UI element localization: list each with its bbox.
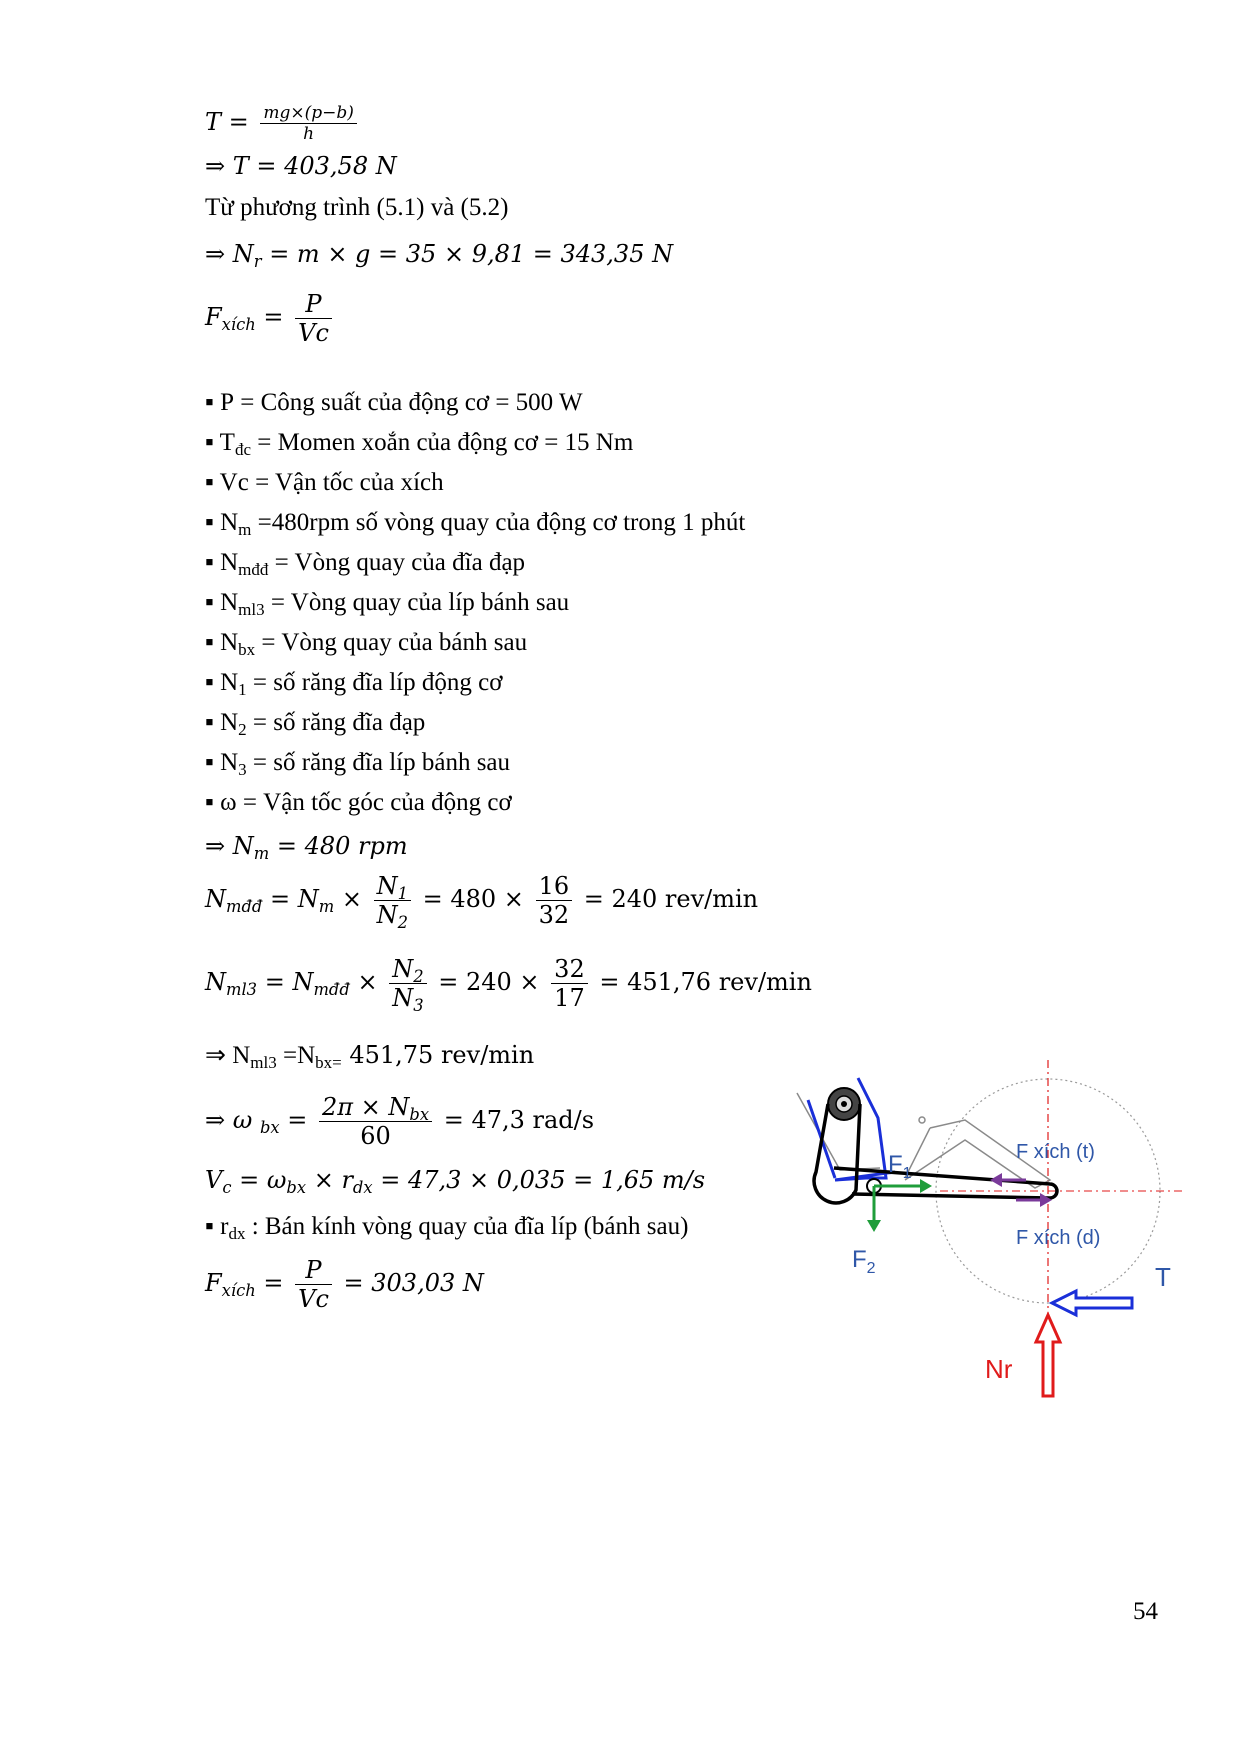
n2b-symbol: N <box>392 955 414 983</box>
bullet-item <box>205 789 512 817</box>
nmdd-number-den: 32 <box>538 901 570 929</box>
fxich2-sub: xích <box>221 1280 256 1300</box>
nr-sub: r <box>253 251 262 271</box>
label-f2: $F_2$ <box>852 1246 876 1277</box>
bullet-item <box>205 749 511 780</box>
nml3-ratio-den <box>389 984 426 1015</box>
bullet-subscript: mđđ <box>238 560 269 580</box>
bullet-description: = Vòng quay của bánh sau <box>255 629 528 656</box>
nmdd-nm: = N <box>262 885 319 913</box>
bullet-symbol: ▪ N <box>205 549 239 576</box>
page-number: 54 <box>1133 1598 1158 1625</box>
omega-den: 60 <box>360 1122 391 1150</box>
n2-symbol: N <box>376 901 398 929</box>
nml3-nmdd: = N <box>257 968 314 996</box>
nmdd-label: N <box>205 885 226 913</box>
omega-fraction <box>319 1093 432 1150</box>
bullet-subscript: ml3 <box>238 600 265 620</box>
equation-nm <box>205 832 408 863</box>
omega-label: ⇒ ω <box>205 1106 260 1134</box>
bullet-description: = Công suất của động cơ = 500 W <box>234 389 583 416</box>
n2-sub: 2 <box>397 912 408 932</box>
n1-symbol: N <box>376 872 398 900</box>
bullet-symbol: ▪ N <box>205 629 239 656</box>
nml3-number-num: 32 <box>551 955 588 984</box>
bullet-subscript: bx <box>238 640 256 660</box>
bullet-description: = Vòng quay của đĩa đạp <box>268 549 526 576</box>
nmdd-nm-sub: m <box>318 896 335 916</box>
label-fxich-d: F xích (d) <box>1016 1227 1101 1249</box>
nmdd-ratio-num <box>374 872 411 901</box>
nmdd-step: = 480 × <box>422 885 524 913</box>
t-fraction <box>260 103 357 144</box>
label-f1: $F_1$ <box>888 1151 912 1182</box>
equation-t-formula <box>205 103 361 144</box>
nml3-nbx-label: ⇒ N <box>205 1042 251 1069</box>
bullet-subscript: 3 <box>238 760 247 780</box>
fxich2-fraction <box>295 1256 332 1313</box>
nm-value: = 480 rpm <box>269 832 408 860</box>
fxich2-eq: = <box>255 1269 284 1297</box>
equation-nr <box>205 240 674 271</box>
bullet-description: = Vận tốc của xích <box>248 469 444 496</box>
bullet-item <box>205 469 444 497</box>
nml3-result: = 451,76 rev/min <box>599 968 812 996</box>
nr-arrow <box>1036 1315 1060 1396</box>
vc-sub: c <box>222 1177 232 1197</box>
label-fxich-t: F xích (t) <box>1016 1141 1095 1163</box>
label-t: T <box>1155 1262 1171 1292</box>
vc-omega-sub: bx <box>286 1177 307 1197</box>
bullet-item <box>205 629 528 660</box>
bullet-description: = Vòng quay của líp bánh sau <box>264 589 570 616</box>
bullet-item <box>205 549 526 580</box>
bullet-item <box>205 709 426 740</box>
equation-vc <box>205 1166 706 1197</box>
equation-omega <box>205 1093 594 1150</box>
nmdd-number-num: 16 <box>536 872 573 901</box>
bullet-symbol: ▪ N <box>205 669 239 696</box>
n1-sub: 1 <box>397 883 408 903</box>
bullet-subscript: 2 <box>238 720 247 740</box>
bullet-symbol: ▪ N <box>205 709 239 736</box>
nm-label: ⇒ N <box>205 832 254 860</box>
nr-label: ⇒ N <box>205 240 254 268</box>
motor-sprocket <box>828 1088 860 1120</box>
vc-r: × r <box>306 1166 353 1194</box>
t-denominator: h <box>303 124 315 144</box>
nmdd-ratio-fraction <box>374 872 411 932</box>
bullet-description: = số răng đĩa líp bánh sau <box>246 749 511 776</box>
nml3-nbx-sub2: bx= <box>315 1053 342 1073</box>
rdx-pre: ▪ r <box>205 1213 229 1240</box>
bullet-symbol: ▪ N <box>205 749 239 776</box>
equation-fxich-def <box>205 290 336 347</box>
vc-r-sub: dx <box>352 1177 373 1197</box>
fxich2-num: P <box>295 1256 332 1285</box>
bullet-symbol: ▪ Vc <box>205 469 249 496</box>
bullet-description: =480rpm số vòng quay của động cơ trong 1 phút <box>251 509 746 536</box>
fxich-denominator: Vc <box>298 319 329 347</box>
bullet-item <box>205 509 746 540</box>
bullet-subscript: m <box>238 520 252 540</box>
nmdd-times: × <box>334 885 362 913</box>
label-nr: Nr <box>985 1354 1013 1384</box>
fxich-eq: = <box>255 303 284 331</box>
nmdd-ratio-den <box>374 901 411 932</box>
text-from-equations: Từ phương trình (5.1) và (5.2) <box>205 194 509 221</box>
bullet-symbol: ▪ N <box>205 509 239 536</box>
nmdd-sub: mđđ <box>226 896 263 916</box>
nml3-times: × <box>349 968 378 996</box>
bullet-item <box>205 389 583 417</box>
nmdd-result: = 240 rev/min <box>583 885 759 913</box>
fxich-fraction <box>295 290 332 347</box>
n3-symbol: N <box>392 984 414 1012</box>
bullet-item <box>205 429 634 460</box>
equation-t-result: ⇒ T = 403,58 N <box>205 152 397 180</box>
bullet-description: = số răng đĩa đạp <box>246 709 426 736</box>
nml3-sub: ml3 <box>226 979 258 999</box>
omega-sub: bx <box>259 1117 280 1137</box>
nm-sub: m <box>253 843 270 863</box>
nml3-ratio-num <box>389 955 426 984</box>
fxich-numerator: P <box>295 290 332 319</box>
bullet-description: = Vận tốc góc của động cơ <box>236 789 512 816</box>
vc-label: V <box>205 1166 223 1194</box>
rdx-post: : Bán kính vòng quay của đĩa líp (bánh sau) <box>245 1213 689 1240</box>
omega-num <box>319 1093 432 1122</box>
bullet-symbol: ▪ P <box>205 389 235 416</box>
n3-sub: 3 <box>413 995 424 1015</box>
rdx-sub: dx <box>228 1224 246 1244</box>
equation-nml3 <box>205 955 812 1015</box>
nml3-label: N <box>205 968 226 996</box>
vc-result: = 47,3 × 0,035 = 1,65 m/s <box>372 1166 706 1194</box>
t-numerator: mg×(p−b) <box>260 103 357 124</box>
nml3-nbx-sub1: ml3 <box>250 1053 277 1073</box>
nr-value: = m × g = 35 × 9,81 = 343,35 N <box>261 240 674 268</box>
nml3-nbx-value: 451,75 rev/min <box>341 1041 535 1069</box>
force-diagram <box>790 1060 1190 1400</box>
equation-nmdd <box>205 872 759 932</box>
nml3-nmdd-sub: mđđ <box>313 979 350 999</box>
bullet-item <box>205 589 570 620</box>
fxich2-result: = 303,03 N <box>343 1269 484 1297</box>
omega-result: = 47,3 rad/s <box>443 1106 595 1134</box>
nml3-number-den: 17 <box>554 984 585 1012</box>
bullet-symbol: ▪ ω <box>205 789 237 816</box>
n2b-sub: 2 <box>413 966 424 986</box>
omega-eq: = <box>279 1106 308 1134</box>
bullet-symbol: ▪ N <box>205 589 239 616</box>
fxich-sub: xích <box>221 314 256 334</box>
nml3-step: = 240 × <box>438 968 540 996</box>
equation-fxich-result <box>205 1256 484 1313</box>
vc-omega: = ω <box>231 1166 287 1194</box>
equation-nml3-nbx <box>205 1040 535 1073</box>
nmdd-number-fraction <box>536 872 573 929</box>
text-rdx-definition <box>205 1213 689 1244</box>
bullet-description: = Momen xoắn của động cơ = 15 Nm <box>250 429 634 456</box>
fxich2-label: F <box>205 1269 222 1297</box>
bullet-item <box>205 669 503 700</box>
bullet-symbol: ▪ T <box>205 429 235 456</box>
nml3-number-fraction <box>551 955 588 1012</box>
bullet-subscript: đc <box>234 440 251 460</box>
omega-num-text: 2π × N <box>321 1093 410 1121</box>
bullet-description: = số răng đĩa líp động cơ <box>246 669 503 696</box>
fxich2-den: Vc <box>298 1285 329 1313</box>
t-lhs: T = <box>205 108 249 136</box>
fxich-label: F <box>205 303 222 331</box>
bullet-subscript: 1 <box>238 680 247 700</box>
omega-num-sub: bx <box>409 1104 430 1124</box>
nml3-ratio-fraction <box>389 955 426 1015</box>
nml3-nbx-eq: =N <box>276 1042 316 1069</box>
